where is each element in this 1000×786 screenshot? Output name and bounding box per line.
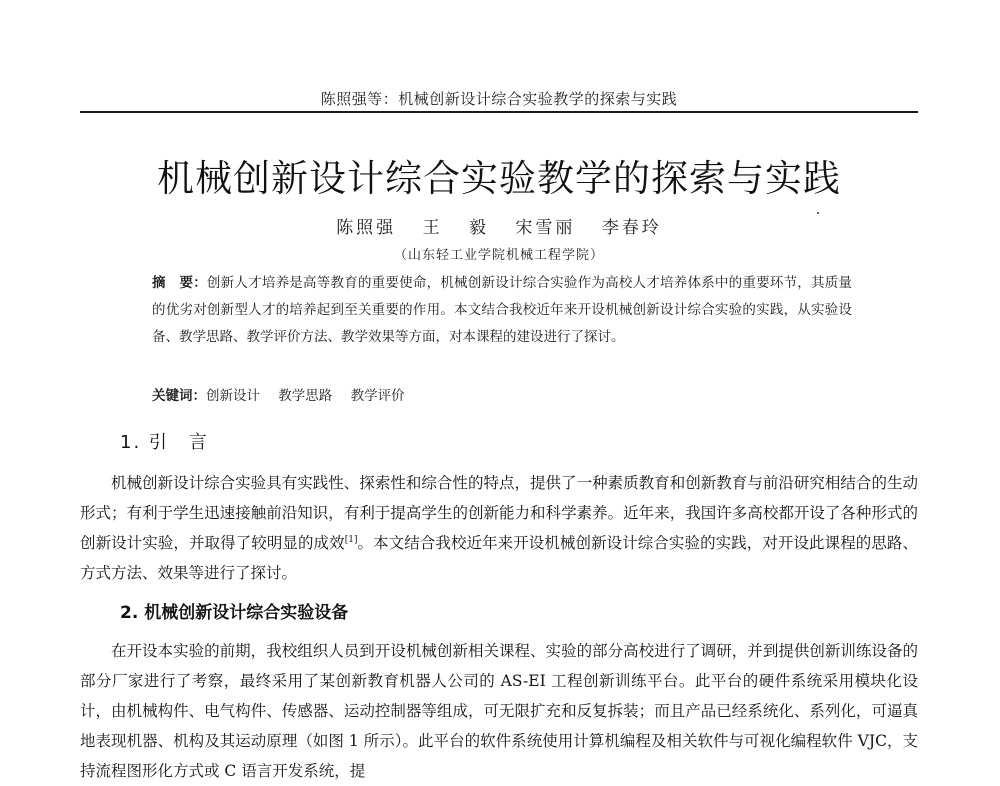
keyword: 教学思路 <box>278 388 333 404</box>
abstract <box>152 270 852 351</box>
section-heading-introduction: 1. 引 言 <box>120 432 209 453</box>
scan-speck <box>817 212 819 214</box>
keywords <box>152 384 852 404</box>
author: 王 毅 <box>422 218 489 238</box>
author: 宋雪丽 <box>515 218 576 238</box>
affiliation: （山东轻工业学院机械工程学院） <box>393 248 604 263</box>
abstract-text: 创新人才培养是高等教育的重要使命，机械创新设计综合实验作为高校人才培养体系中的重要环节，其质量的优劣对创新型人才的培养起到至关重要的作用。本文结合我校近年来开设机械创新设计综合实验的实践，从实验设备、教学思路、教学评价方法、教学效果等方面，对本课程的建设进行了探讨。 <box>152 275 853 345</box>
paragraph-text: 。本文结合我校近年来开设机械创新设计综合实验的实践，对开设此课程的思路、方式方法、效果等进行了探讨。 <box>80 534 918 582</box>
header-rule <box>80 111 918 113</box>
keyword: 创新设计 <box>206 388 260 404</box>
section-heading-equipment: 2. 机械创新设计综合实验设备 <box>120 603 349 623</box>
author: 陈照强 <box>336 218 397 238</box>
abstract-label: 摘 要： <box>152 275 207 291</box>
author-list <box>80 213 918 238</box>
citation-ref: [1] <box>344 534 358 545</box>
running-header: 陈照强等：机械创新设计综合实验教学的探索与实践 <box>320 90 678 108</box>
keywords-label: 关键词： <box>152 388 206 404</box>
keyword: 教学评价 <box>350 388 405 404</box>
paragraph-text: 机械创新设计综合实验具有实践性、探索性和综合性的特点，提供了一种素质教育和创新教育与前沿研究相结合的生动形式；有利于学生迅速接触前沿知识，有利于提高学生的创新能力和科学素养。近年来，我国许多高校都开设了各种形式的创新设计实验，并取得了较明显的成效 <box>80 474 918 552</box>
author: 李春玲 <box>601 218 662 238</box>
equipment-paragraph: 在开设本实验的前期，我校组织人员到开设机械创新相关课程、实验的部分高校进行了调研，并到提供创新训练设备的部分厂家进行了考察，最终采用了某创新教育机器人公司的 AS-EI 工程创新训练平台。此平台的硬件系统采用模块化设计，由机械构件、电气构件、传感器、运动控制器等组成，可无限扩充和反复拆装；而且产品已经系统化、系列化，可逼真地表现机器、机构及其运动原理（如图 1 所示）。此平台的软件系统使用计算机编程及相关软件与可视化编程软件 VJC，支持流程图形化方式或 C 语言开发系统，提 <box>80 642 918 780</box>
paper-title: 机械创新设计综合实验教学的探索与实践 <box>157 157 841 200</box>
introduction-paragraph <box>80 468 918 588</box>
